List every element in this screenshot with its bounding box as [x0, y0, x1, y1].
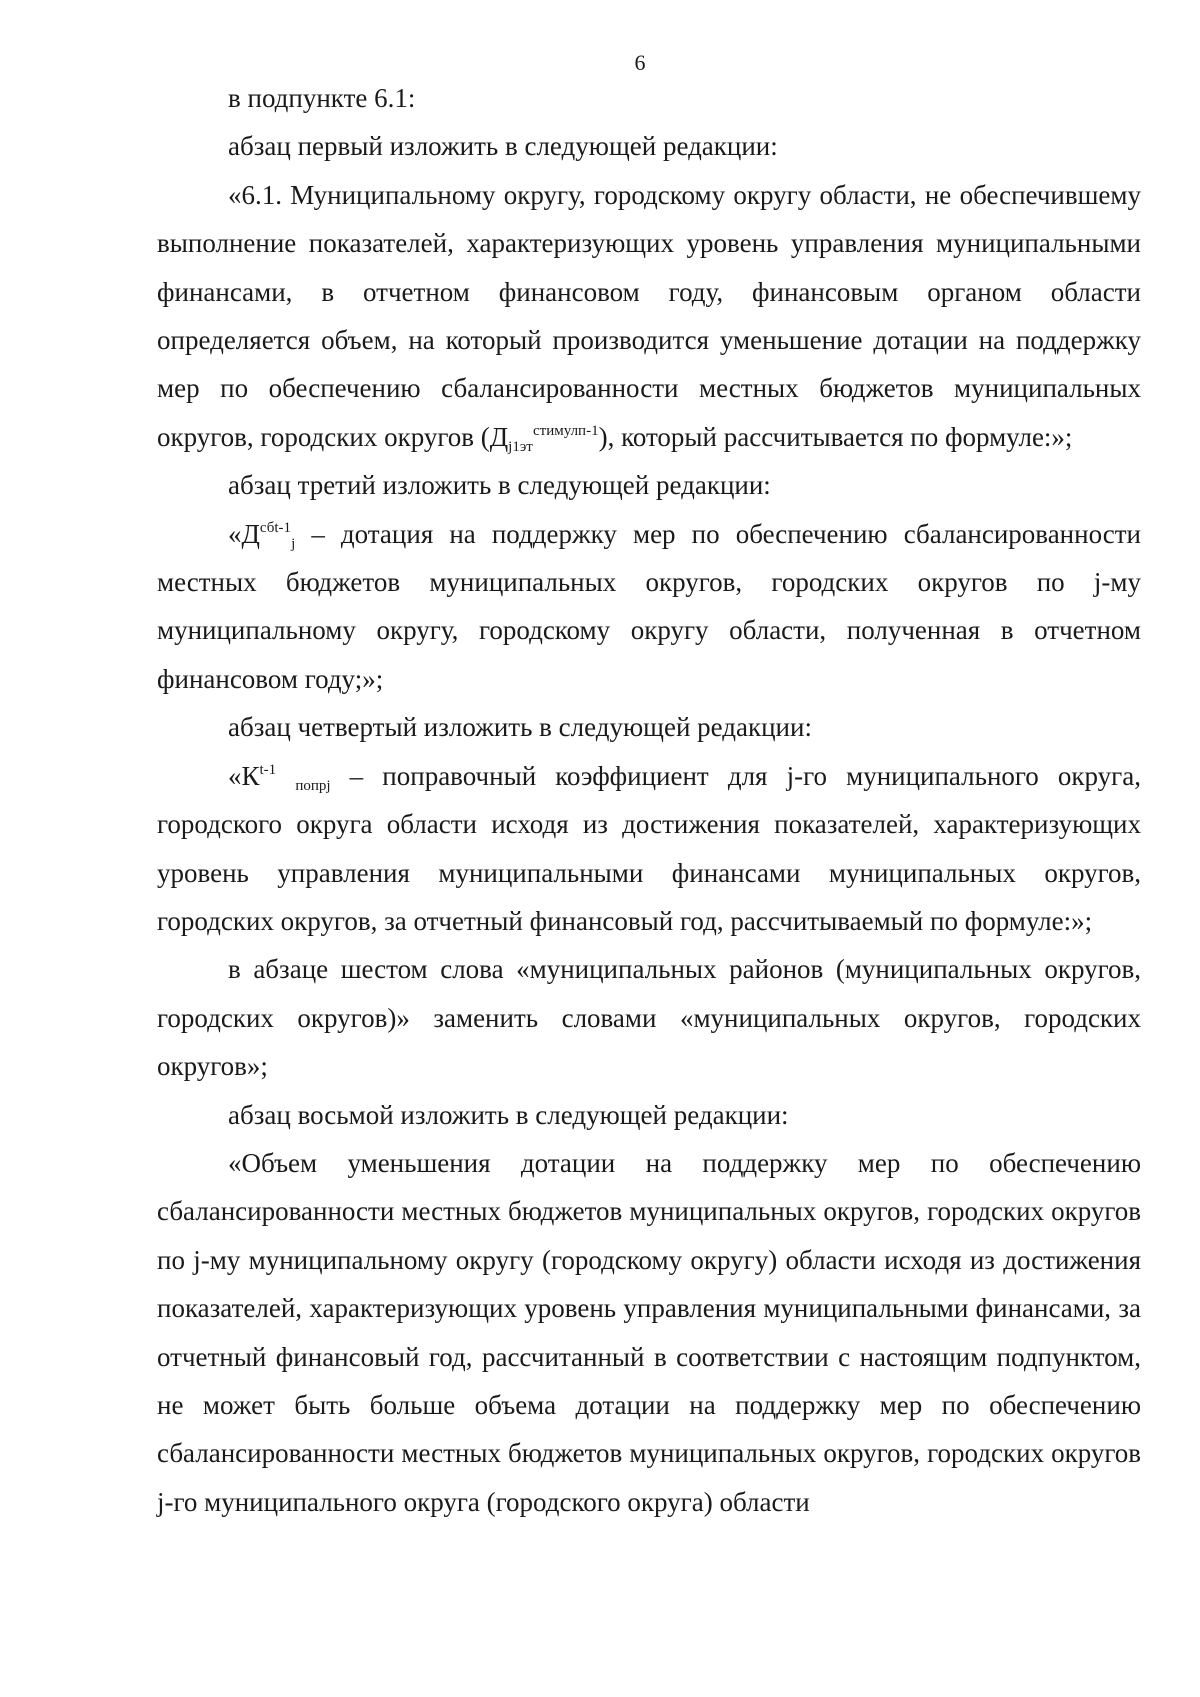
formula-superscript: t-1	[259, 761, 277, 778]
paragraph-third-amend-intro: абзац третий изложить в следующей редакции:	[228, 470, 771, 501]
page-number: 6	[634, 50, 646, 75]
paragraph-text-before: «6.1. Муниципальному округу, городскому округу области, не обеспечившему выполнение показателей, характеризующих уровень управления муниципальными финансами, в отчетном финансовом году, финансовым органом области определяется объем, на который производится уменьшение дотации на поддержку мер по обеспечению сбалансированности местных бюджетов муниципальных округов, городских округов (	[157, 179, 1141, 452]
paragraph-eighth-amend-intro: абзац восьмой изложить в следующей редакции:	[228, 1099, 789, 1130]
paragraph-text-after: ), который рассчитывается по формуле:»;	[598, 421, 1073, 452]
formula-base: К	[241, 760, 260, 791]
document-body	[157, 74, 1141, 1526]
paragraph-reduction-volume: «Объем уменьшения дотации на поддержку мер по обеспечению сбалансированности местных бюджетов муниципальных округов, городских округов по j-му муниципальному округу (городскому округу) области исходя из достижения показателей, характеризующих уровень управления муниципальными финансами, за отчетный финансовый год, рассчитанный в соответствии с настоящим подпунктом, не может быть больше объема дотации на поддержку мер по обеспечению сбалансированности местных бюджетов муниципальных округов, городских округов j-го муниципального округа (городского округа) области	[157, 1147, 1141, 1517]
paragraph-6-1-text	[157, 171, 1141, 461]
formula-symbol	[489, 421, 599, 455]
paragraph-subclause-intro: в подпункте 6.1:	[228, 83, 416, 113]
formula-symbol	[241, 518, 296, 552]
paragraph-text-after: – поправочный коэффициент для j-го муниципального округа, городского округа области исходя из достижения показателей, характеризующих уровень управления муниципальными финансами муниципальных округов, городских округов, за отчетный финансовый год, рассчитываемый по формуле:»;	[157, 760, 1141, 936]
paragraph-sixth-amend: в абзаце шестом слова «муниципальных районов (муниципальных округов, городских округов)» заменить словами «муниципальных округов, городских округов»;	[157, 954, 1141, 1082]
paragraph-coefficient-definition	[157, 752, 1141, 946]
paragraph-text-before: «	[228, 518, 242, 549]
formula-superscript: сбt-1	[259, 519, 292, 536]
paragraph-text-after: – дотация на поддержку мер по обеспечению сбалансированности местных бюджетов муниципальных округов, городских округов по j-му муниципальному округу, городскому округу области, полученная в отчетном финансовом году;»;	[157, 518, 1141, 694]
paragraph-text-before: «	[228, 760, 242, 791]
formula-subscript: попрj	[295, 777, 331, 794]
formula-subscript: j1эт	[508, 438, 533, 455]
formula-base: Д	[489, 421, 509, 452]
paragraph-fourth-amend-intro: абзац четвертый изложить в следующей редакции:	[228, 712, 812, 743]
formula-subscript: j	[291, 535, 296, 552]
formula-superscript: стимулп-1	[533, 422, 599, 439]
formula-symbol	[241, 760, 331, 794]
paragraph-subsidy-definition	[157, 510, 1141, 704]
formula-base: Д	[241, 518, 260, 549]
paragraph-first-amend-intro: абзац первый изложить в следующей редакции:	[228, 131, 778, 162]
